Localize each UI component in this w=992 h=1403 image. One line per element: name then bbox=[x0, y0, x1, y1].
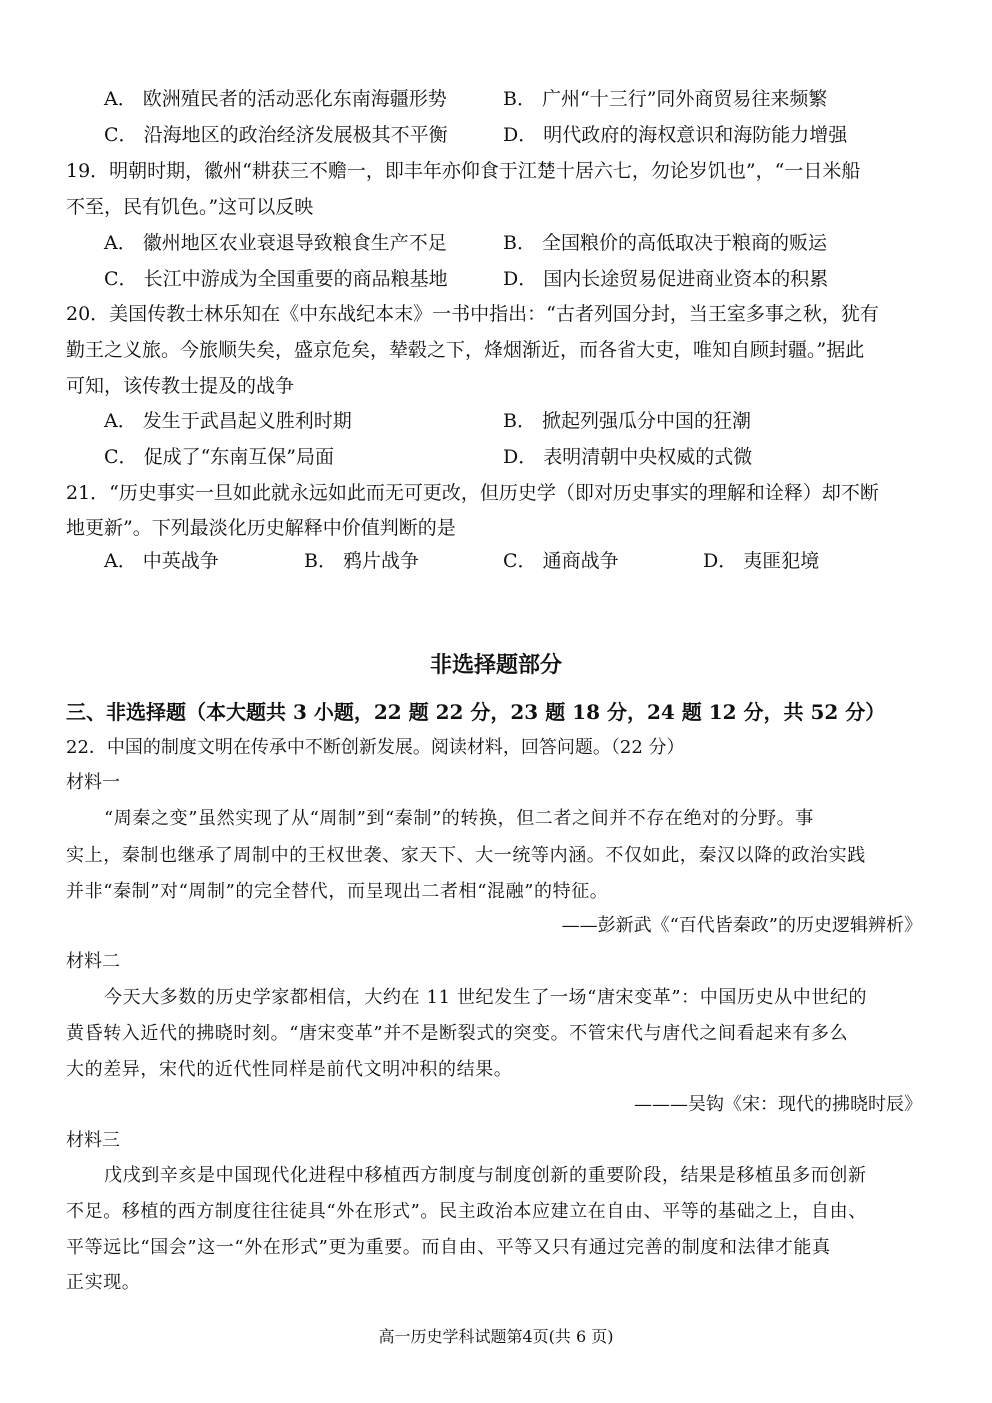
material-1-source: ——彭新武《“百代皆秦政”的历史逻辑辨析》 bbox=[561, 915, 922, 936]
q21-option-d: D． 夷匪犯境 bbox=[703, 550, 820, 572]
material-1-line2: 实上，秦制也继承了周制中的王权世袭、家天下、大一统等内涵。不仅如此，秦汉以降的政治实践 bbox=[66, 845, 866, 866]
q20-stem-line3: 可知，该传教士提及的战争 bbox=[66, 375, 295, 397]
material-3-line1: 戊戌到辛亥是中国现代化进程中移植西方制度与制度创新的重要阶段，结果是移植虽多而创新 bbox=[104, 1165, 867, 1186]
material-3-line2: 不足。移植的西方制度往往徒具“外在形式”。民主政治本应建立在自由、平等的基础之上，自由、 bbox=[66, 1201, 867, 1222]
q18-option-d: D． 明代政府的海权意识和海防能力增强 bbox=[503, 124, 848, 146]
q20-stem-line1: 20．美国传教士林乐知在《中东战纪本末》一书中指出：“古者列国分封，当王室多事之秋，犹有 bbox=[66, 303, 879, 325]
q19-option-a: A． 徽州地区农业衰退导致粮食生产不足 bbox=[104, 232, 447, 254]
q22-stem: 22．中国的制度文明在传承中不断创新发展。阅读材料，回答问题。（22 分） bbox=[66, 737, 685, 758]
page-footer: 高一历史学科试题第4页(共 6 页) bbox=[378, 1327, 614, 1346]
q18-option-c: C． 沿海地区的政治经济发展极其不平衡 bbox=[104, 124, 448, 146]
q21-option-a: A． 中英战争 bbox=[104, 550, 219, 572]
material-2-line3: 大的差异，宋代的近代性同样是前代文明冲积的结果。 bbox=[66, 1059, 513, 1080]
q21-option-b: B． 鸦片战争 bbox=[304, 550, 420, 572]
material-3-line4: 正实现。 bbox=[66, 1272, 141, 1293]
q21-stem-line1: 21．“历史事实一旦如此就永远如此而无可更改，但历史学（即对历史事实的理解和诠释）却不断 bbox=[66, 482, 879, 504]
q20-option-d: D． 表明清朝中央权威的式微 bbox=[503, 446, 753, 468]
material-2-label: 材料二 bbox=[66, 951, 120, 972]
material-3-line3: 平等远比“国会”这一“外在形式”更为重要。而自由、平等又只有通过完善的制度和法律才能真 bbox=[66, 1237, 831, 1258]
q19-stem-line1: 19．明朝时期，徽州“耕获三不赡一，即丰年亦仰食于江楚十居六七，勿论岁饥也”，“一日米船 bbox=[66, 160, 861, 182]
material-1-line3: 并非“秦制”对“周制”的完全替代，而呈现出二者相“混融”的特征。 bbox=[66, 881, 609, 902]
material-3-label: 材料三 bbox=[66, 1130, 120, 1151]
q19-option-c: C． 长江中游成为全国重要的商品粮基地 bbox=[104, 268, 448, 290]
q21-option-c: C． 通商战争 bbox=[503, 550, 619, 572]
q18-option-a: A． 欧洲殖民者的活动恶化东南海疆形势 bbox=[104, 88, 447, 110]
q18-option-b: B． 广州“十三行”同外商贸易往来频繁 bbox=[503, 88, 828, 110]
q21-stem-line2: 地更新”。下列最淡化历史解释中价值判断的是 bbox=[66, 517, 456, 539]
q19-option-d: D． 国内长途贸易促进商业资本的积累 bbox=[503, 268, 829, 290]
q19-stem-line2: 不至，民有饥色。”这可以反映 bbox=[66, 196, 314, 218]
material-2-line2: 黄昏转入近代的拂晓时刻。“唐宋变革”并不是断裂式的突变。不管宋代与唐代之间看起来有多么 bbox=[66, 1023, 849, 1044]
material-1-line1: “周秦之变”虽然实现了从“周制”到“秦制”的转换，但二者之间并不存在绝对的分野。事 bbox=[104, 808, 814, 829]
material-1-label: 材料一 bbox=[66, 772, 120, 793]
part-title: 非选择题部分 bbox=[429, 652, 562, 678]
q20-stem-line2: 勤王之义旅。今旅顺失矣，盛京危矣，辇毂之下，烽烟渐近，而各省大吏，唯知自顾封疆。”据此 bbox=[66, 339, 865, 361]
q20-option-b: B． 掀起列强瓜分中国的狂潮 bbox=[503, 410, 752, 432]
q19-option-b: B． 全国粮价的高低取决于粮商的贩运 bbox=[503, 232, 828, 254]
q20-option-c: C． 促成了“东南互保”局面 bbox=[104, 446, 335, 468]
material-2-line1: 今天大多数的历史学家都相信，大约在 11 世纪发生了一场“唐宋变革”：中国历史从中世纪的 bbox=[104, 987, 868, 1008]
section-title: 三、非选择题（本大题共 3 小题，22 题 22 分，23 题 18 分，24 题 12 分，共 52 分） bbox=[66, 700, 886, 724]
material-2-source: ———吴钩《宋：现代的拂晓时辰》 bbox=[634, 1094, 922, 1115]
q20-option-a: A． 发生于武昌起义胜利时期 bbox=[104, 410, 352, 432]
